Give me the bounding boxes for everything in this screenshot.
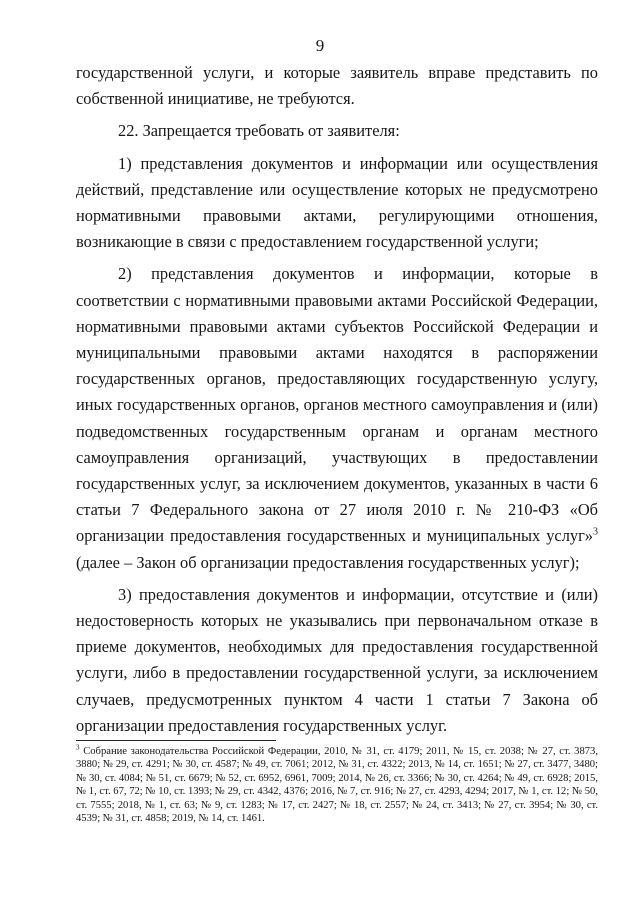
footnote-text: Собрание законодательства Российской Федерации, 2010, № 31, ст. 4179; 2011, № 15, ст. 2038; № 27, ст. 3873, 3880; № 29, ст. 4291; № 30, ст. 4587; № 49, ст. 7061; 2012, № 31, ст. 4322; 2013, № 14, ст. 1651; № 27, ст. 3477, 3480; № 30, ст. 4084; № 51, ст. 6679; № 52, ст. 6952, 6961, 7009; 2014, № 26, ст. 3366; № 30, ст. 4264; № 49, ст. 6928; 2015, № 1, ст. 67, 72; № 10, ст. 1393; № 29, ст. 4342, 4376; 2016, № 7, ст. 916; № 27, ст. 4293, 4294; 2017, № 1, ст. 12; № 50, ст. 7555; 2018, № 1, ст. 63; № 9, ст. 1283; № 17, ст. 2427; № 18, ст. 2557; № 24, ст. 3413; № 27, ст. 3954; № 30, ст. 4539; № 31, ст. 4858; 2019, № 14, ст. 1461. xyxy=(76,746,599,825)
body-text xyxy=(76,60,598,739)
paragraph-item-2-tail: (далее – Закон об организации предоставления государственных услуг); xyxy=(76,552,580,572)
paragraph-22-heading: 22. Запрещается требовать от заявителя: xyxy=(118,121,400,141)
footnote xyxy=(76,745,598,825)
paragraph-item-3: 3) предоставления документов и информации, отсутствие и (или) недостоверность которых не указывались при первоначальном отказе в приеме документов, необходимых для предоставления государственной услуги, либо в предоставлении государственной услуги, за исключением случаев, предусмотренных пунктом 4 части 1 статьи 7 Закона об организации предоставления государственных услуг. xyxy=(76,584,598,735)
paragraph-continuation: государственной услуги, и которые заявитель вправе представить по собственной инициативе, не требуются. xyxy=(76,63,598,109)
paragraph-item-1: 1) представления документов и информации или осуществления действий, представление или осуществление которых не предусмотрено нормативными правовыми актами, регулирующими отношения, возникающие в связи с предоставлением государственной услуги; xyxy=(76,153,598,252)
footnote-reference: 3 xyxy=(593,526,598,538)
footnote-divider xyxy=(76,740,276,741)
footnote-marker: 3 xyxy=(76,743,80,752)
paragraph-item-2 xyxy=(76,261,598,575)
page-number: 9 xyxy=(315,36,325,55)
paragraph-item-2-text: 2) представления документов и информации, которые в соответствии с нормативными правовыми актами Российской Федерации, нормативными правовыми актами субъектов Российской Федерации и муниципальными правовыми актами находятся в распоряжении государственных органов, предоставляющих государственную услугу, иных государственных органов, органов местного самоуправления и (или) подведомственных государственным органам и органам местного самоуправления организаций, участвующих в предоставлении государственных услуг, за исключением документов, указанных в части 6 статьи 7 Федерального закона от 27 июля 2010 г. № 210-ФЗ «Об организации предоставления государственных и муниципальных услуг» xyxy=(76,264,598,546)
